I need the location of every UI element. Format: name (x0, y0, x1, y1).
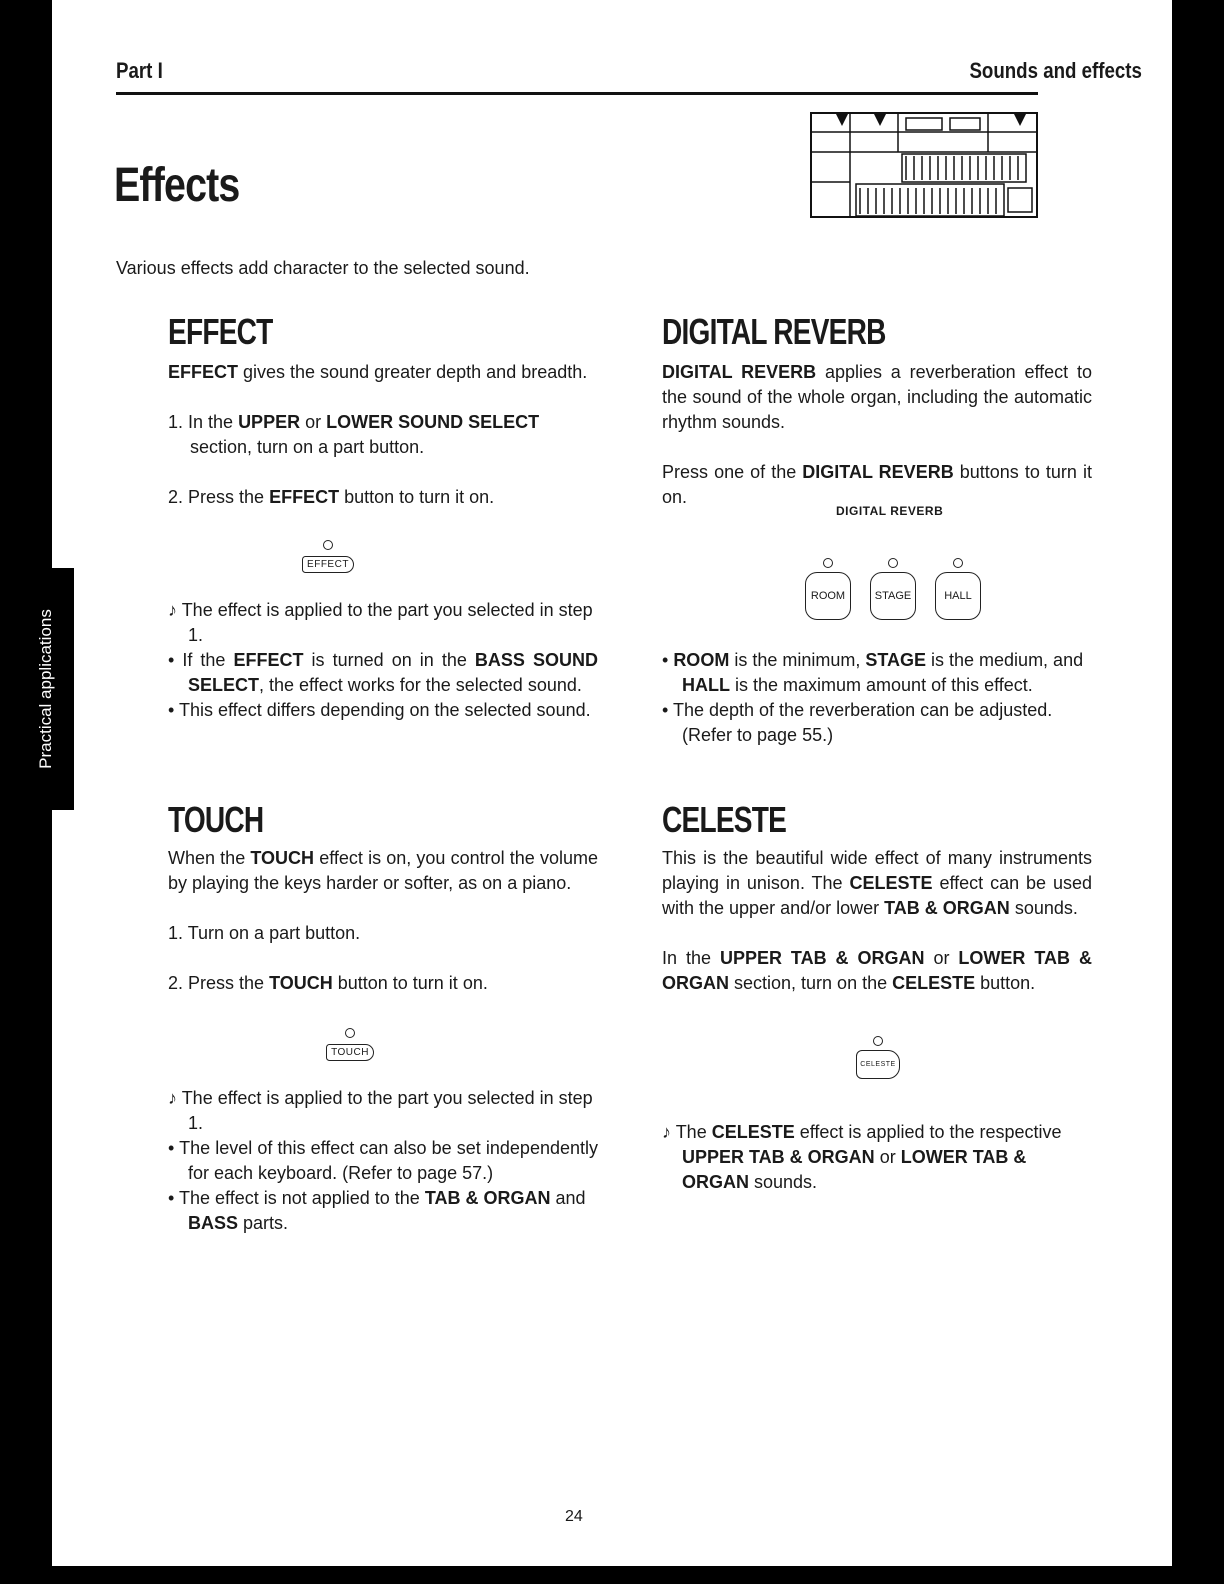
page-title: Effects (114, 159, 240, 212)
room-led-icon (823, 558, 833, 568)
touch-button-group (320, 1028, 380, 1061)
page-number: 24 (565, 1508, 583, 1525)
effect-step-2: 2. Press the EFFECT button to turn it on. (168, 487, 495, 507)
room-button-group (800, 558, 856, 620)
header-rule (116, 92, 1038, 95)
stage-button-group (865, 558, 921, 620)
hall-button[interactable]: HALL (935, 572, 981, 620)
manual-page (52, 0, 1172, 1566)
reverb-notes (662, 648, 1092, 748)
celeste-section (662, 800, 1092, 996)
celeste-instruction: In the UPPER TAB & ORGAN or LOWER TAB & ORGAN section, turn on the CELESTE button. (662, 948, 1092, 993)
header-section: Sounds and effects (969, 58, 1142, 83)
room-button[interactable]: ROOM (805, 572, 851, 620)
bullet-icon: • (662, 650, 674, 670)
effect-bullet-1: • If the EFFECT is turned on in the BASS SOUND SELECT, the effect works for the selected sound. (168, 650, 598, 695)
eighth-note-icon: ♪ (168, 600, 182, 620)
eighth-note-icon: ♪ (662, 1122, 676, 1142)
effect-button[interactable]: EFFECT (302, 556, 354, 573)
stage-led-icon (888, 558, 898, 568)
effect-bullet-2: • This effect differs depending on the selected sound. (168, 700, 591, 720)
bullet-icon: • (168, 1188, 179, 1208)
touch-notes (168, 1086, 598, 1236)
touch-step-2: 2. Press the TOUCH button to turn it on. (168, 973, 488, 993)
hall-button-group (930, 558, 986, 620)
touch-step-1: 1. Turn on a part button. (168, 923, 361, 943)
reverb-bullet-1: • ROOM is the minimum, STAGE is the medium, and HALL is the maximum amount of this effect. (662, 650, 1084, 695)
touch-description: When the TOUCH effect is on, you control the volume by playing the keys harder or softer, as on a piano. (168, 848, 599, 893)
reverb-group-label: DIGITAL REVERB (836, 504, 944, 518)
touch-section (168, 800, 598, 996)
reverb-instruction: Press one of the DIGITAL REVERB buttons to turn it on. (662, 462, 1092, 507)
touch-bullet-1: • The level of this effect can also be set independently for each keyboard. (Refer to page 57.) (168, 1138, 599, 1183)
bullet-icon: • (168, 650, 183, 670)
header-part: Part I (116, 58, 163, 83)
touch-heading: TOUCH (168, 799, 264, 840)
reverb-bullet-2: • The depth of the reverberation can be adjusted. (Refer to page 55.) (662, 700, 1053, 745)
celeste-note: ♪ The CELESTE effect is applied to the respective UPPER TAB & ORGAN or LOWER TAB & ORGAN sounds. (662, 1122, 1062, 1192)
reverb-heading: DIGITAL REVERB (662, 311, 886, 352)
celeste-led-icon (873, 1036, 883, 1046)
celeste-description: This is the beautiful wide effect of many instruments playing in unison. The CELESTE effect can be used with the upper and/or lower TAB & ORGAN sounds. (662, 848, 1092, 918)
bullet-icon: • (168, 1138, 180, 1158)
bullet-icon: • (662, 700, 673, 720)
effect-heading: EFFECT (168, 311, 273, 352)
touch-led-icon (345, 1028, 355, 1038)
effect-step-1: 1. In the UPPER or LOWER SOUND SELECT section, turn on a part button. (168, 412, 540, 457)
effect-notes (168, 598, 598, 723)
bullet-icon: • (168, 700, 179, 720)
celeste-notes (662, 1120, 1092, 1195)
intro-text: Various effects add character to the selected sound. (116, 258, 530, 278)
celeste-button-group (846, 1036, 910, 1079)
effect-section (168, 312, 598, 510)
effect-button-group (298, 540, 358, 573)
effect-note: ♪ The effect is applied to the part you selected in step 1. (168, 600, 593, 645)
hall-led-icon (953, 558, 963, 568)
organ-panel-diagram (810, 112, 1038, 218)
celeste-button[interactable]: CELESTE (856, 1050, 899, 1079)
side-tab-label: Practical applications (36, 609, 55, 769)
eighth-note-icon: ♪ (168, 1088, 182, 1108)
reverb-section (662, 312, 1092, 510)
touch-button[interactable]: TOUCH (326, 1044, 374, 1061)
celeste-heading: CELESTE (662, 799, 787, 840)
side-tab (18, 568, 74, 810)
effect-description: EFFECT gives the sound greater depth and breadth. (168, 362, 588, 382)
touch-bullet-2: • The effect is not applied to the TAB & ORGAN and BASS parts. (168, 1188, 586, 1233)
stage-button[interactable]: STAGE (870, 572, 916, 620)
touch-note: ♪ The effect is applied to the part you selected in step 1. (168, 1088, 593, 1133)
reverb-description: DIGITAL REVERB applies a reverberation effect to the sound of the whole organ, including the automatic rhythm sounds. (662, 362, 1092, 432)
effect-led-icon (323, 540, 333, 550)
